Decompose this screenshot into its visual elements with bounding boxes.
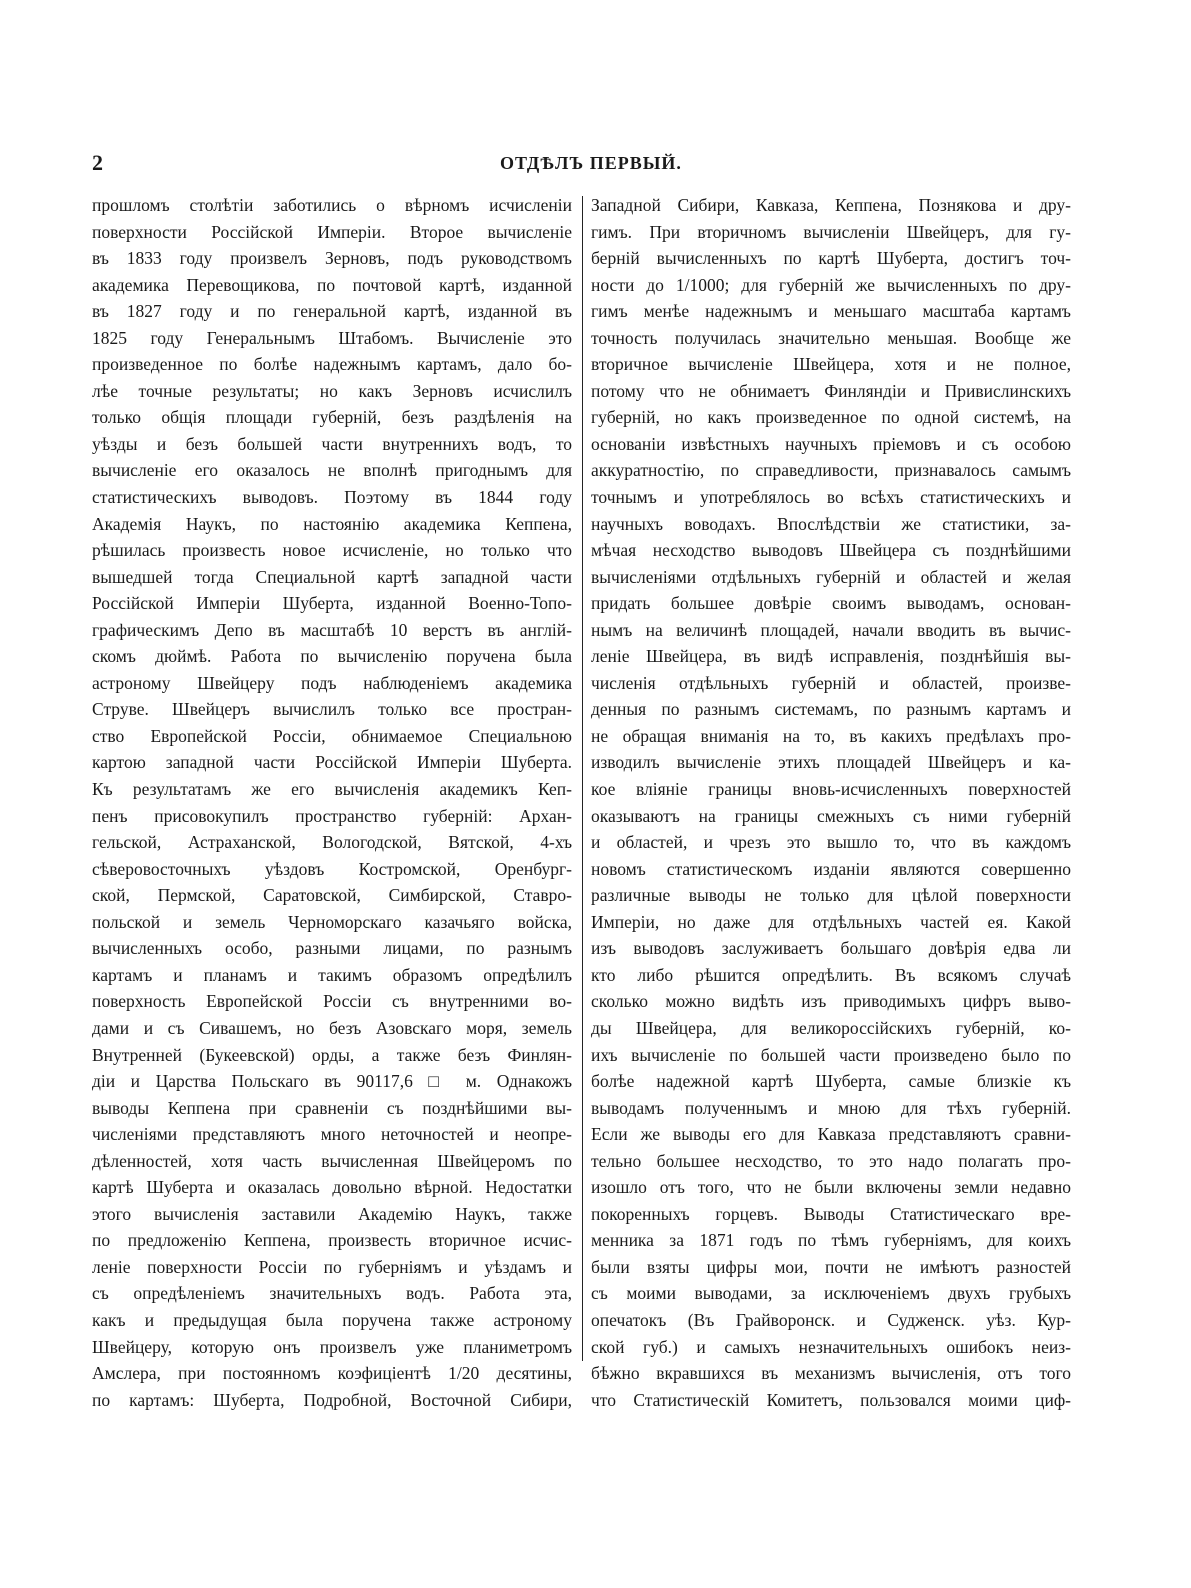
text-line: по предложенію Кеппена, произвесть вторичное исчис- — [92, 1230, 572, 1251]
text-line: различные выводы не только для цѣлой поверхности — [591, 885, 1071, 906]
text-line: точность получилась значительно меньшая. Вообще же — [591, 327, 1071, 348]
text-line: вторичное вычисленіе Швейцера, хотя и не полное, — [591, 354, 1071, 375]
text-line: денныя по разнымъ системамъ, по разнымъ картамъ и — [591, 699, 1071, 720]
text-line: только общія площади губерній, безъ раздѣленія на — [92, 407, 572, 428]
text-line: кто либо рѣшится опредѣлить. Въ всякомъ случаѣ — [591, 964, 1071, 985]
text-line: и областей, и чрезъ это вышло то, что въ каждомъ — [591, 832, 1071, 853]
text-line: сѣверовосточныхъ уѣздовъ Костромской, Оренбург- — [92, 858, 572, 879]
text-line: въ 1833 году произвелъ Зерновъ, подъ руководствомъ — [92, 248, 572, 269]
text-line: основаніи извѣстныхъ научныхъ пріемовъ и съ особою — [591, 433, 1071, 454]
text-line: рѣшилась произвесть новое исчисленіе, но только что — [92, 540, 572, 561]
text-line: были взяты цифры мои, почти не имѣютъ разностей — [591, 1256, 1071, 1277]
text-line: изводилъ вычисленіе этихъ площадей Швейцеръ и ка- — [591, 752, 1071, 773]
text-line: выводамъ полученнымъ и мною для тѣхъ губерній. — [591, 1097, 1071, 1118]
text-line: не обращая вниманія на то, въ какихъ предѣлахъ про- — [591, 725, 1071, 746]
text-line: потому что не обнимаетъ Финляндіи и Привислинскихъ — [591, 380, 1071, 401]
text-line: численіями представляютъ много неточностей и неопре- — [92, 1124, 572, 1145]
text-line: точнымъ и употреблялось во всѣхъ статистическихъ и — [591, 487, 1071, 508]
text-line: какъ и предыдущая была поручена также астроному — [92, 1309, 572, 1330]
left-column — [92, 192, 572, 1413]
text-line: нымъ на величинѣ площадей, начали вводить въ вычис- — [591, 619, 1071, 640]
text-line: Къ результатамъ же его вычисленія академикъ Кеп- — [92, 779, 572, 800]
text-line: бѣжно вкравшихся въ механизмъ вычисленія, отъ того — [591, 1363, 1071, 1384]
text-line: академика Перевощикова, по почтовой картѣ, изданной — [92, 274, 572, 295]
page-number: 2 — [92, 150, 103, 175]
text-line: гельской, Астраханской, Вологодской, Вятской, 4-хъ — [92, 832, 572, 853]
text-line: вычисленіе его оказалось не вполнѣ пригоднымъ для — [92, 460, 572, 481]
text-line: ды Швейцера, для великороссійскихъ губерній, ко- — [591, 1017, 1071, 1038]
text-line: изъ выводовъ заслуживаетъ большаго довѣрія едва ли — [591, 938, 1071, 959]
text-line: аккуратностію, по справедливости, признавалось самымъ — [591, 460, 1071, 481]
text-line: Если же выводы его для Кавказа представляютъ сравни- — [591, 1124, 1071, 1145]
text-line: Имперіи, но даже для отдѣльныхъ частей ея. Какой — [591, 911, 1071, 932]
text-line: Внутренней (Букеевской) орды, а также безъ Финлян- — [92, 1044, 572, 1065]
text-line: прошломъ столѣтіи заботились о вѣрномъ исчисленіи — [92, 195, 572, 215]
text-line: опечатокъ (Въ Грайворонск. и Судженск. уѣз. Кур- — [591, 1309, 1071, 1330]
text-line: дами и съ Сивашемъ, но безъ Азовскаго моря, земель — [92, 1017, 572, 1038]
text-line: Струве. Швейцеръ вычислилъ только все простран- — [92, 699, 572, 720]
text-line: сколько можно видѣть изъ приводимыхъ цифръ выво- — [591, 991, 1071, 1012]
text-line: болѣе надежной картѣ Шуберта, самые близкіе къ — [591, 1071, 1071, 1092]
text-line: Академія Наукъ, по настоянію академика Кеппена, — [92, 513, 572, 534]
text-line: кое вліяніе границы вновь-исчисленныхъ поверхностей — [591, 779, 1071, 800]
text-line: оказываютъ на границы смежныхъ съ ними губерній — [591, 805, 1071, 826]
text-line: 1825 году Генеральнымъ Штабомъ. Вычисленіе это — [92, 327, 572, 348]
text-line: астроному Швейцеру подъ наблюденіемъ академика — [92, 672, 572, 693]
text-line: произведенное по болѣе надежнымъ картамъ, дало бо- — [92, 354, 572, 375]
column-divider — [582, 196, 583, 1361]
text-line: дѣленностей, хотя часть вычисленная Швейцеромъ по — [92, 1150, 572, 1171]
text-line: Амслера, при постоянномъ коэфиціентѣ 1/20 десятины, — [92, 1363, 572, 1384]
text-line: покоренныхъ горцевъ. Выводы Статистическаго вре- — [591, 1203, 1071, 1224]
text-line: ской, Пермской, Саратовской, Симбирской, Ставро- — [92, 885, 572, 906]
text-line: выводы Кеппена при сравненіи съ позднѣйшими вы- — [92, 1097, 572, 1118]
text-line: картѣ Шуберта и оказалась довольно вѣрной. Недостатки — [92, 1177, 572, 1198]
text-line: поверхность Европейской Россіи съ внутренними во- — [92, 991, 572, 1012]
text-line: пенъ присовокупилъ пространство губерній: Архан- — [92, 805, 572, 826]
text-line: новомъ статистическомъ изданіи являются совершенно — [591, 858, 1071, 879]
text-line: научныхъ воводахъ. Впослѣдствіи же статистики, за- — [591, 513, 1071, 534]
text-line: Россійской Имперіи Шуберта, изданной Военно-Топо- — [92, 593, 572, 614]
text-line: польской и земель Черноморскаго казачьяго войска, — [92, 911, 572, 932]
text-line: по картамъ: Шуберта, Подробной, Восточной Сибири, — [92, 1389, 572, 1410]
text-line: графическимъ Депо въ масштабѣ 10 верстъ въ англій- — [92, 619, 572, 640]
text-line: ности до 1/1000; для губерній же вычисленныхъ по дру- — [591, 274, 1071, 295]
text-line: тельно большее несходство, то это надо полагать про- — [591, 1150, 1071, 1171]
text-line: поверхности Россійской Имперіи. Второе вычисленіе — [92, 221, 572, 242]
text-line: ихъ вычисленіе по большей части произведено было по — [591, 1044, 1071, 1065]
text-line: діи и Царства Польскаго въ 90117,6 □ м. Однакожъ — [92, 1071, 572, 1092]
text-line: въ 1827 году и по генеральной картѣ, изданной въ — [92, 301, 572, 322]
text-line: вычисленныхъ особо, разными лицами, по разнымъ — [92, 938, 572, 959]
text-line: съ опредѣленіемъ значительныхъ водъ. Работа эта, — [92, 1283, 572, 1304]
text-line: гимъ. При вторичномъ вычисленіи Швейцеръ, для гу- — [591, 221, 1071, 242]
text-line: губерній, но какъ произведенное по одной системѣ, на — [591, 407, 1071, 428]
text-line: лѣе точные результаты; но какъ Зерновъ исчислилъ — [92, 380, 572, 401]
text-line: съ моими выводами, за исключеніемъ двухъ грубыхъ — [591, 1283, 1071, 1304]
text-line: численія отдѣльныхъ губерній и областей, произве- — [591, 672, 1071, 693]
text-line: менника за 1871 годъ по тѣмъ губерніямъ, для коихъ — [591, 1230, 1071, 1251]
text-line: картою западной части Россійской Имперіи Шуберта. — [92, 752, 572, 773]
text-line: уѣзды и безъ большей части внутреннихъ водъ, то — [92, 433, 572, 454]
text-line: берній вычисленныхъ по картѣ Шуберта, достигъ точ- — [591, 248, 1071, 269]
text-line: вычисленіями отдѣльныхъ губерній и областей и желая — [591, 566, 1071, 587]
text-line: мѣчая несходство выводовъ Швейцера съ позднѣйшими — [591, 540, 1071, 561]
text-line: скомъ дюймѣ. Работа по вычисленію поручена была — [92, 646, 572, 667]
text-line: Западной Сибири, Кавказа, Кеппена, Познякова и дру- — [591, 195, 1071, 215]
text-line: изошло отъ того, что не были включены земли недавно — [591, 1177, 1071, 1198]
right-column — [591, 192, 1071, 1413]
text-line: этого вычисленія заставили Академію Наукъ, также — [92, 1203, 572, 1224]
text-line: ство Европейской Россіи, обнимаемое Специальною — [92, 725, 572, 746]
text-line: придать большее довѣріе своимъ выводамъ, основан- — [591, 593, 1071, 614]
running-head: ОТДѢЛЪ ПЕРВЫЙ. — [500, 153, 682, 173]
text-line: что Статистическій Комитетъ, пользовался моими циф- — [591, 1389, 1071, 1410]
text-line: леніе Швейцера, въ видѣ исправленія, позднѣйшія вы- — [591, 646, 1071, 667]
text-line: вышедшей тогда Специальной картѣ западной части — [92, 566, 572, 587]
text-line: ской губ.) и самыхъ незначительныхъ ошибокъ неиз- — [591, 1336, 1071, 1357]
text-line: статистическихъ выводовъ. Поэтому въ 1844 году — [92, 487, 572, 508]
text-line: Швейцеру, которую онъ произвелъ уже планиметромъ — [92, 1336, 572, 1357]
text-line: картамъ и планамъ и такимъ образомъ опредѣлилъ — [92, 964, 572, 985]
text-line: гимъ менѣе надежнымъ и меньшаго масштаба картамъ — [591, 301, 1071, 322]
text-line: леніе поверхности Россіи по губерніямъ и уѣздамъ и — [92, 1256, 572, 1277]
